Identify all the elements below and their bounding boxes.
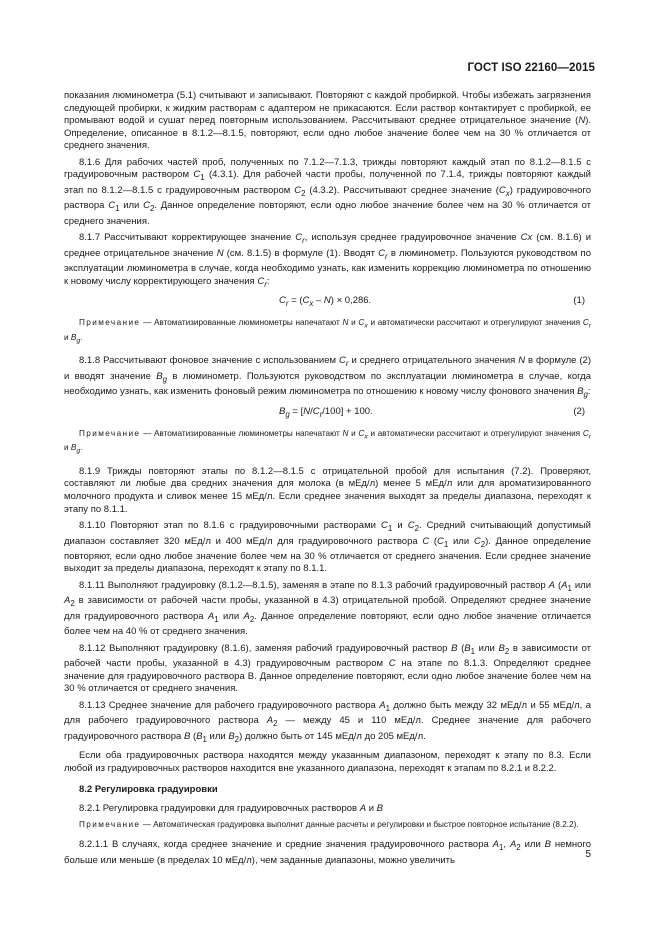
note-3-text: — Автоматическая градуировка выполнит данные расчеты и регулировки и быстрое повторное испытание (8.2.2). xyxy=(140,820,579,830)
paragraph-8-1-9: 8.1.9 Трижды повторяют этапы по 8.1.2—8.1.5 с отрицательной пробой для испытания (7.2). Проверяют, составляют ли любые два средних значения для молока (в мЕд/л) менее 5 мЕд/л или для ароматизированного молочного продукта и сливок менее 15 мЕд/л. Если среднее значения выходят за пределы диапазона, переходят к этапу по 8.1.1. xyxy=(64,465,591,515)
note-2-text: — Автоматизированные люминометры напечатают N и $C_x$ и автоматически рассчитают и отрегулируют значения $C_r$ и $B_g$. xyxy=(64,428,592,455)
paragraph-8-2-1-1: 8.2.1.1 В случаях, когда среднее значение и средние значения градуировочного раствора $A_1$, $A_2$ или B немного больше или меньше (в пределах 10 мЕд/л), чем заданные диапазоны, можно увеличить xyxy=(64,839,592,866)
note-2 xyxy=(64,428,591,457)
formula-2-number: (2) xyxy=(573,405,585,417)
formula-2 xyxy=(64,406,591,419)
standard-header: ГОСТ ISO 22160—2015 xyxy=(467,62,595,74)
note-label: Примечание xyxy=(79,318,141,327)
paragraph-8-1-7: 8.1.7 Рассчитывают корректирующее значение $C_r$, используя среднее градуировочное значение Cx (см. 8.1.6) и среднее отрицательное значение N (см. 8.1.5) в формуле (1). Вводят $C_r$ в люминометр. Пользуются руководством по эксплуатации люминометра в случае, когда необходимо узнать, как изменить коррекцию люминометра по отношению к новому числу корректирующего значения $C_r$: xyxy=(64,232,591,289)
paragraph-8-1-6: 8.1.6 Для рабочих частей проб, полученных по 7.1.2—7.1.3, трижды повторяют каждый этап по 8.1.2—8.1.5 с градуировочным раствором $C_1$ (4.3.1). Для рабочей части пробы, полученной по 7.1.4, трижды повторяют каждый этап по 8.1.2—8.1.5 с градуировочным раствором $C_2$ (4.3.2). Рассчитывают среднее значение $(C_x)$ градуировочного раствора $C_1$ или $C_2$. Данное определение повторяют, если одно любое значение более чем на 30 % отличается от среднего значения. xyxy=(64,156,591,227)
formula-1-expression: $C_r = (C_x - N) \times 0,286$. xyxy=(279,295,372,308)
paragraph-8-1-12: 8.1.12 Выполняют градуировку (8.1.6), заменяя рабочий градуировочный раствор B ($B_1$ или $B_2$ в зависимости от рабочей части пробы, указанной в 4.3) градуировочным раствором C на этапе по 8.1.3. Определяют среднее значение для градуировочного раствора В. Данное определение повторяют, если одно любое значение более чем на 30 % отличается от среднего значения. xyxy=(64,642,591,695)
note-label: Примечание xyxy=(79,820,141,830)
paragraph-8-2-1: 8.2.1 Регулировка градуировки для градуировочных растворов A и B xyxy=(79,802,383,814)
paragraph-8-1-8: 8.1.8 Рассчитывают фоновое значение с использованием $C_r$ и среднего отрицательного значения N в формуле (2) и вводят значение $B_g$ в люминометр. Пользуются руководством по эксплуатации люминометра в случае, когда необходимо узнать, как изменить фоновый режим люминометра по отношению к новому числу фонового значения $B_g$: xyxy=(64,355,591,400)
note-label: Примечание xyxy=(79,428,141,438)
formula-1 xyxy=(64,295,591,308)
document-body xyxy=(64,90,591,871)
paragraph-8-1-10: 8.1.10 Повторяют этап по 8.1.6 с градуировочными растворами $C_1$ и $C_2$. Средний считывающий допустимый диапазон составляет 320 мЕд/л и 400 мЕд/л для градуировочного раствора C ($C_1$ или $C_2$). Данное определение повторяют, если одно любое значение более чем на 30 % отличается от среднего значения. Если среднее значение выходит за пределы диапазона, переходят к этапу по 8.1.1. xyxy=(64,520,591,575)
note-1 xyxy=(64,317,591,346)
formula-2-expression: $B_g = [N/C_r/100] + 100$. xyxy=(279,405,373,419)
paragraph-continuation: показания люминометра (5.1) считывают и записывают. Повторяют с каждой пробиркой. Чтобы избежать загрязнения следующей пробирки, к жидким растворам с адаптером не прикасаются. Если раствор контактирует с пробиркой, ее промывают водой и сушат перед повторным использованием. Рассчитывают среднее отрицательное значение (N). Определение, описанное в 8.1.2—8.1.5, повторяют, если одно любое значение более чем на 30 % отличается от среднего значения. xyxy=(64,90,591,152)
formula-1-number: (1) xyxy=(573,295,585,306)
note-3 xyxy=(64,819,591,830)
paragraph-8-1-11: 8.1.11 Выполняют градуировку (8.1.2—8.1.5), заменяя в этапе по 8.1.3 рабочий градуировочный раствор A ($A_1$ или $A_2$ в зависимости от рабочей части пробы, указанной в 4.3) отрицательной пробой. Определяют среднее значение для градуировочного раствора $A_1$ или $A_2$. Данное определение повторяют, если одно любое значение отличается более чем на 40 % от среднего значения. xyxy=(64,580,592,638)
section-heading-8-2: 8.2 Регулировка градуировки xyxy=(79,784,218,796)
paragraph-8-1-13: 8.1.13 Среднее значение для рабочего градуировочного раствора $A_1$ должно быть между 32 мЕд/л и 55 мЕд/л, а для рабочего градуировочного раствора $A_2$ — между 45 и 110 мЕд/л. Среднее значение для рабочего градуировочного раствора B ($B_1$ или $B_2$) должно быть от 145 мЕд/л до 205 мЕд/л. xyxy=(64,699,591,744)
page-number: 5 xyxy=(585,849,591,860)
note-1-text: — Автоматизированные люминометры напечатают N и $C_x$ и автоматически рассчитают и отрегулируют значения $C_r$ и $B_g$. xyxy=(64,318,592,345)
paragraph-range-check: Если оба градуировочных раствора находятся между указанным диапазоном, переходят к этапу по 8.3. Если любой из градуировочных растворов находится вне указанного диапазона, переходят к этапам по 8.2.1 и 8.2.2. xyxy=(64,750,591,774)
